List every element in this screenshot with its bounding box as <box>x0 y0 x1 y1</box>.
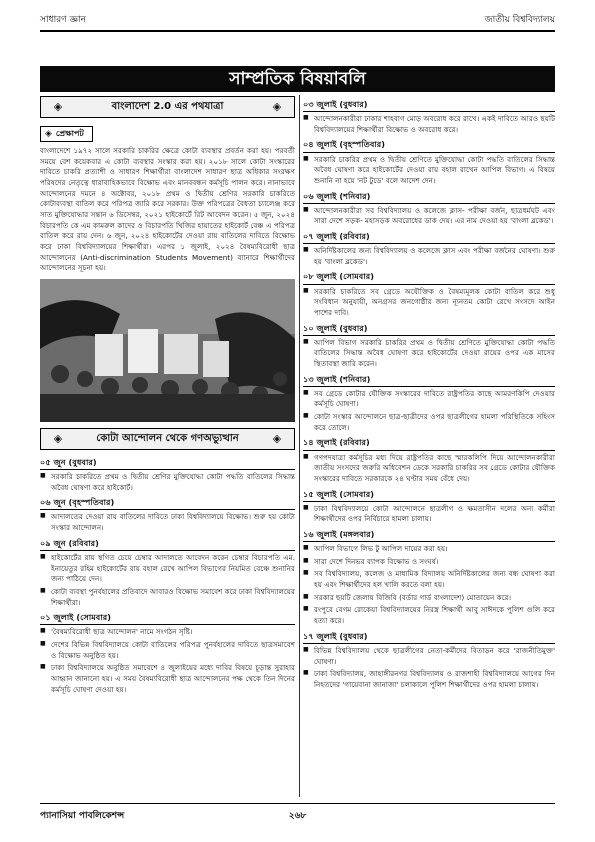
event-item: ■ আদালতের দেওয়া রায় বাতিলের দাবিতে ঢাকা বিশ্ববিদ্যালয়ে বিক্ষোভ। শুরু হয় কোটা সংস্কার আন্দোলন। <box>40 512 295 533</box>
event-date-heading: ১৪ জুলাই (রবিবার) <box>303 436 555 450</box>
event-item-list <box>303 206 555 227</box>
page-number: ২৬৮ <box>288 811 307 821</box>
header-rule <box>40 30 555 32</box>
chapter-banner: সাম্প্রতিক বিষয়াবলি <box>40 66 555 92</box>
background-label <box>40 126 93 142</box>
event-date-heading: ০৪ জুলাই (বৃহস্পতিবার) <box>303 138 555 152</box>
column-divider <box>299 95 300 797</box>
event-item: ■ সব বিশ্ববিদ্যালয়, কলেজ ও মাধ্যমিক বিদ্যালয় অনির্দিষ্টকালের জন্য বন্ধ ঘোষণা করা হয় এবং শিক্ষার্থীদের হল খালি করতে বলা হয়। <box>303 569 555 590</box>
event-item: ■ ঢাকা বিশ্ববিদ্যালয়ে কোটা আন্দোলনে ছাত্রলীগ ও ক্ষমতাসীন দলের অন্য কর্মীরা শিক্ষার্থীদের ওপর নির্বিচারে হামলা চালায়। <box>303 504 555 525</box>
event-date-heading: ১৫ জুলাই (সোমবার) <box>303 488 555 502</box>
event-date-heading: ১৩ জুলাই (শনিবার) <box>303 373 555 387</box>
event-item-list <box>303 338 555 370</box>
diamond-icon: ◈ <box>53 100 63 113</box>
event-item-list <box>303 544 555 627</box>
event-item: ■ ঢাকা বিশ্ববিদ্যালয়ে অনুষ্ঠিত সমাবেশে ৪ জুলাইয়ের মধ্যে দাবির বিষয়ে চূড়ান্ত সুরাহার আহ্বান জানানো হয়। এ সময় বৈষম্যবিরোধী ছাত্র আন্দোলনের পক্ষ থেকে তিন দিনের কর্মসূচি ঘোষণা দেওয়া হয়। <box>40 663 295 695</box>
event-item-list <box>303 287 555 319</box>
event-item-list <box>303 155 555 187</box>
protest-photo <box>40 279 295 422</box>
right-event-list <box>303 98 555 691</box>
event-item-list <box>40 472 295 493</box>
event-item: ■ 'বৈষম্যবিরোধী ছাত্র আন্দোলন' নামে সংগঠন সৃষ্টি। <box>40 627 295 638</box>
event-item: ■ আপিল বিভাগ সরকারি চাকরির প্রথম ও দ্বিতীয় শ্রেণিতে মুক্তিযোদ্ধা কোটা পদ্ধতি বাতিলের সিদ্ধান্ত অবৈধ ঘোষণা করে হাইকোর্টের দেওয়া রায়ের ওপর এক মাসের স্থিতাবস্থা জারি করেন। <box>303 338 555 370</box>
diamond-icon: ◈ <box>272 431 282 445</box>
diamond-icon: ◈ <box>45 129 52 139</box>
section-title <box>40 96 295 118</box>
event-date-heading: ০৬ জুলাই (শনিবার) <box>303 190 555 204</box>
event-date-heading: ০১ জুলাই (সোমবার) <box>40 611 295 625</box>
event-item: ■ সারা দেশে দিনভর ব্যাপক বিক্ষোভ ও সংঘর্ষ। <box>303 557 555 568</box>
footer-rule <box>40 803 555 804</box>
event-item-list <box>303 504 555 525</box>
protest-photo-illustration <box>40 279 295 422</box>
event-item: ■ সরকার ছয়টি জেলায় বিজিবি (বর্ডার গার্ড বাংলাদেশ) মোতায়েন করে। <box>303 593 555 604</box>
event-date-heading: ১৬ জুলাই (মঙ্গলবার) <box>303 528 555 542</box>
section-title-text: বাংলাদেশ 2.0 এর পথযাত্রা <box>111 101 224 112</box>
event-item-list <box>303 246 555 267</box>
event-date-heading: ০৩ জুলাই (বুধবার) <box>303 98 555 112</box>
event-date-heading: ০৯ জুন (রবিবার) <box>40 537 295 551</box>
subsection-title <box>40 428 295 450</box>
background-label-text: প্রেক্ষাপট <box>55 129 84 138</box>
left-column <box>40 95 295 797</box>
event-item: ■ হাইকোর্টের রায় স্থগিত চেয়ে চেম্বার আদালতে আবেদন করেন চেম্বার বিচারপতি এম. ইনায়েতুর রহিম হাইকোর্টের রায় বহাল রেখে আপিল বিভাগের নিয়মিত বেঞ্চে শুনানির জন্য পাঠিয়ে দেন। <box>40 553 295 585</box>
header-institution: জাতীয় বিশ্ববিদ্যালয় <box>484 15 555 25</box>
event-item: ■ দেশের বিভিন্ন বিশ্ববিদ্যালয়ে কোটা বাতিলের পরিপত্র পুনর্বহালের দাবিতে ছাত্রসমাবেশ ও বিক্ষোভ অনুষ্ঠিত হয়। <box>40 640 295 661</box>
event-date-heading: ০৭ জুলাই (রবিবার) <box>303 230 555 244</box>
event-item: ■ আপিল বিভাগে লিভ টু আপিল দায়ের করা হয়। <box>303 544 555 555</box>
event-date-heading: ১৭ জুলাই (বুধবার) <box>303 630 555 644</box>
event-item: ■ সব গ্রেডে কোটার যৌক্তিক সংস্কারের দাবিতে রাষ্ট্রপতির কাছে আমরণকিপি দেওয়ার কর্মসূচি ঘোষণা। <box>303 389 555 410</box>
event-item-list <box>303 389 555 434</box>
event-item: ■ সরকারি চাকরিতে সব গ্রেডে অযৌক্তিক ও বৈষম্যমূলক কোটা বাতিল করে শুধু সংবিধান অনুযায়ী, অনগ্রসর জনগোষ্ঠীর জন্য ন্যূনতম কোটা রেখে সংসদে আইন পাশের দাবি। <box>303 287 555 319</box>
left-event-list <box>40 456 295 695</box>
right-column <box>303 95 555 797</box>
event-item: ■ সরকারি চাকরিতে প্রথম ও দ্বিতীয় শ্রেণির মুক্তিযোদ্ধা কোটা পদ্ধতি বাতিলের সিদ্ধান্ত অবৈধ ঘোষণা করে হাইকোর্ট। <box>40 472 295 493</box>
event-item-list <box>40 512 295 533</box>
background-paragraph: বাংলাদেশে ১৯৭২ সালে সরকারি চাকরির ক্ষেত্রে কোটা ব্যবস্থার প্রবর্তন করা হয়। পরবর্তী সময়ে বেশ কয়েকবার এ কোটা ব্যবস্থার সংস্কার করা হয়। ২০১৮ সালে কোটা সংস্কারের দাবিতে চাকরি প্রত্যাশী ও সাধারণ শিক্ষার্থীরা বাংলাদেশ সাধারণ ছাত্র অধিকার সংরক্ষণ পরিষদের নেতৃত্বে ধারাবাহিকভাবে বিক্ষোভ এবং মানববন্ধন কর্মসূচি পালন করে। নানাভাবে আন্দোলনের দমনে ৪ অক্টোবর, ২০১৮ প্রথম ও দ্বিতীয় শ্রেণির সরকারি চাকরিতে কোটাব্যবস্থা বাতিল করে পরিপত্র জারি করে সরকার। উক্ত পরিপত্রের বৈধতা চ্যালেঞ্জ করে সাত মুক্তিযোদ্ধার সন্তান ৬ ডিসেম্বর, ২০২১ হাইকোর্টে রিট আবেদন করেন। ৫ জুন, ২০২৪ বিচারপতি কে এম কামরুল কাদের ও বিচারপতি খিজির হায়াতের হাইকোর্ট বেঞ্চ এ পরিপত্র বাতিল করে রায় দেন। ৬ জুন, ২০২৪ হাইকোর্টের দেওয়া রায় বাতিলের দাবিতে বিক্ষোভ করে ঢাকা বিশ্ববিদ্যালয়ের শিক্ষার্থীরা। এরপর ১ জুলাই, ২০২৪ বৈষম্যবিরোধী ছাত্র আন্দোলনের (Anti-discrimination Students Movement) ব্যানারে শিক্ষার্থীদের আন্দোলনের সূচনা হয়। <box>40 146 295 273</box>
event-item-list <box>303 114 555 135</box>
event-date-heading: ০৮ জুলাই (সোমবার) <box>303 270 555 284</box>
footer-publisher: প্যানাসিয়া পাবলিকেশন্স <box>40 811 125 821</box>
event-item: ■ কোটা সংস্কার আন্দোলনে ছাত্র-ছাত্রীদের ওপর ছাত্রলীগের হামলা পরিস্থিতিকে সহিংস করে তোলে। <box>303 412 555 433</box>
subsection-title-text: কোটা আন্দোলন থেকে গণঅভ্যুত্থান <box>96 432 239 444</box>
event-item-list <box>303 453 555 485</box>
header-subject: সাধারণ জ্ঞান <box>40 15 87 25</box>
event-item: ■ আন্দোলনকারীরা সব বিশ্ববিদ্যালয় ও কলেজে ক্লাস- পরীক্ষা বর্জন, ছাত্রধর্মঘট এবং সারা দেশে সড়ক- মহাসড়ক অবরোধের ডাক দেয়। এর নাম দেওয়া হয় 'বাংলা ব্লকেড'। <box>303 206 555 227</box>
event-item: ■ কোটা ব্যবস্থা পুনর্বহালের প্রতিবাদে আবারও বিক্ষোভ সমাবেশ করে ঢাকা বিশ্ববিদ্যালয়ের শিক্ষার্থীরা। <box>40 587 295 608</box>
event-item-list <box>40 553 295 608</box>
event-date-heading: ০৫ জুন (বুধবার) <box>40 456 295 470</box>
event-item: ■ রংপুরে বেগম রোকেয়া বিশ্ববিদ্যালয়ের নিরস্ত্র শিক্ষার্থী আবু সাঈদকে পুলিশ গুলি করে হত্যা করে। <box>303 605 555 626</box>
event-item: ■ অনির্দিষ্টকালের জন্য বিশ্ববিদ্যালয় ও কলেজে ক্লাস এবং পরীক্ষা বর্জনের ঘোষণা। শুরু হয় 'বাংলা ব্লকেড'। <box>303 246 555 267</box>
event-item: ■ সরকারি চাকরির প্রথম ও দ্বিতীয় শ্রেণিতে মুক্তিযোদ্ধা কোটা পদ্ধতি বাতিলের সিদ্ধান্ত অবৈধ ঘোষণা করে হাইকোর্টের দেওয়া রায় বহাল রাখেন আপিল বিভাগ। এ বিষয়ে শুনানি না হয়ে 'নট টুডে' বলে আদেশ দেন। <box>303 155 555 187</box>
event-item: ■ ঢাকা বিশ্ববিদ্যালয়, জাহাঙ্গীরনগর বিশ্ববিদ্যালয় ও রাজশাহী বিশ্ববিদ্যালয়ে আগের দিন নিহতদের 'গায়েবানা জানাজা' চলাকালে পুলিশ শিক্ষার্থীদের ওপর হামলা চালায়। <box>303 669 555 690</box>
event-item-list <box>303 646 555 691</box>
event-item-list <box>40 627 295 695</box>
event-item: ■ আন্দোলনকারীরা ঢাকার শাহবাগ মোড় অবরোধ করে রাখে। একই দাবিতে আরও ছয়টি বিশ্ববিদ্যালয়ের শিক্ষার্থীরা বিক্ষোভ ও অবরোধ করে। <box>303 114 555 135</box>
diamond-icon: ◈ <box>53 431 63 445</box>
event-item: ■ গণপদযাত্রা কর্মসূচির মধ্য দিয়ে রাষ্ট্রপতির কাছে স্মারকলিপি দিয়ে আন্দোলনকারীরা জাতীয় সংসদের জরুরি অধিবেশন ডেকে সরকারি চাকরির সব গ্রেডে কোটার যৌক্তিক সংস্কারের দাবিতে সরকারকে ২৪ ঘণ্টার সময় বেঁধে দেয়। <box>303 453 555 485</box>
event-date-heading: ০৬ জুন (বৃহস্পতিবার) <box>40 496 295 510</box>
event-item: ■ বিভিন্ন বিশ্ববিদ্যালয় থেকে ছাত্রলীগের নেতা-কর্মীদের বিতাড়ন করে 'রাজনীতিমুক্ত' ঘোষণা। <box>303 646 555 667</box>
diamond-icon: ◈ <box>272 100 282 113</box>
running-header <box>40 12 555 26</box>
event-date-heading: ১০ জুলাই (বুধবার) <box>303 322 555 336</box>
